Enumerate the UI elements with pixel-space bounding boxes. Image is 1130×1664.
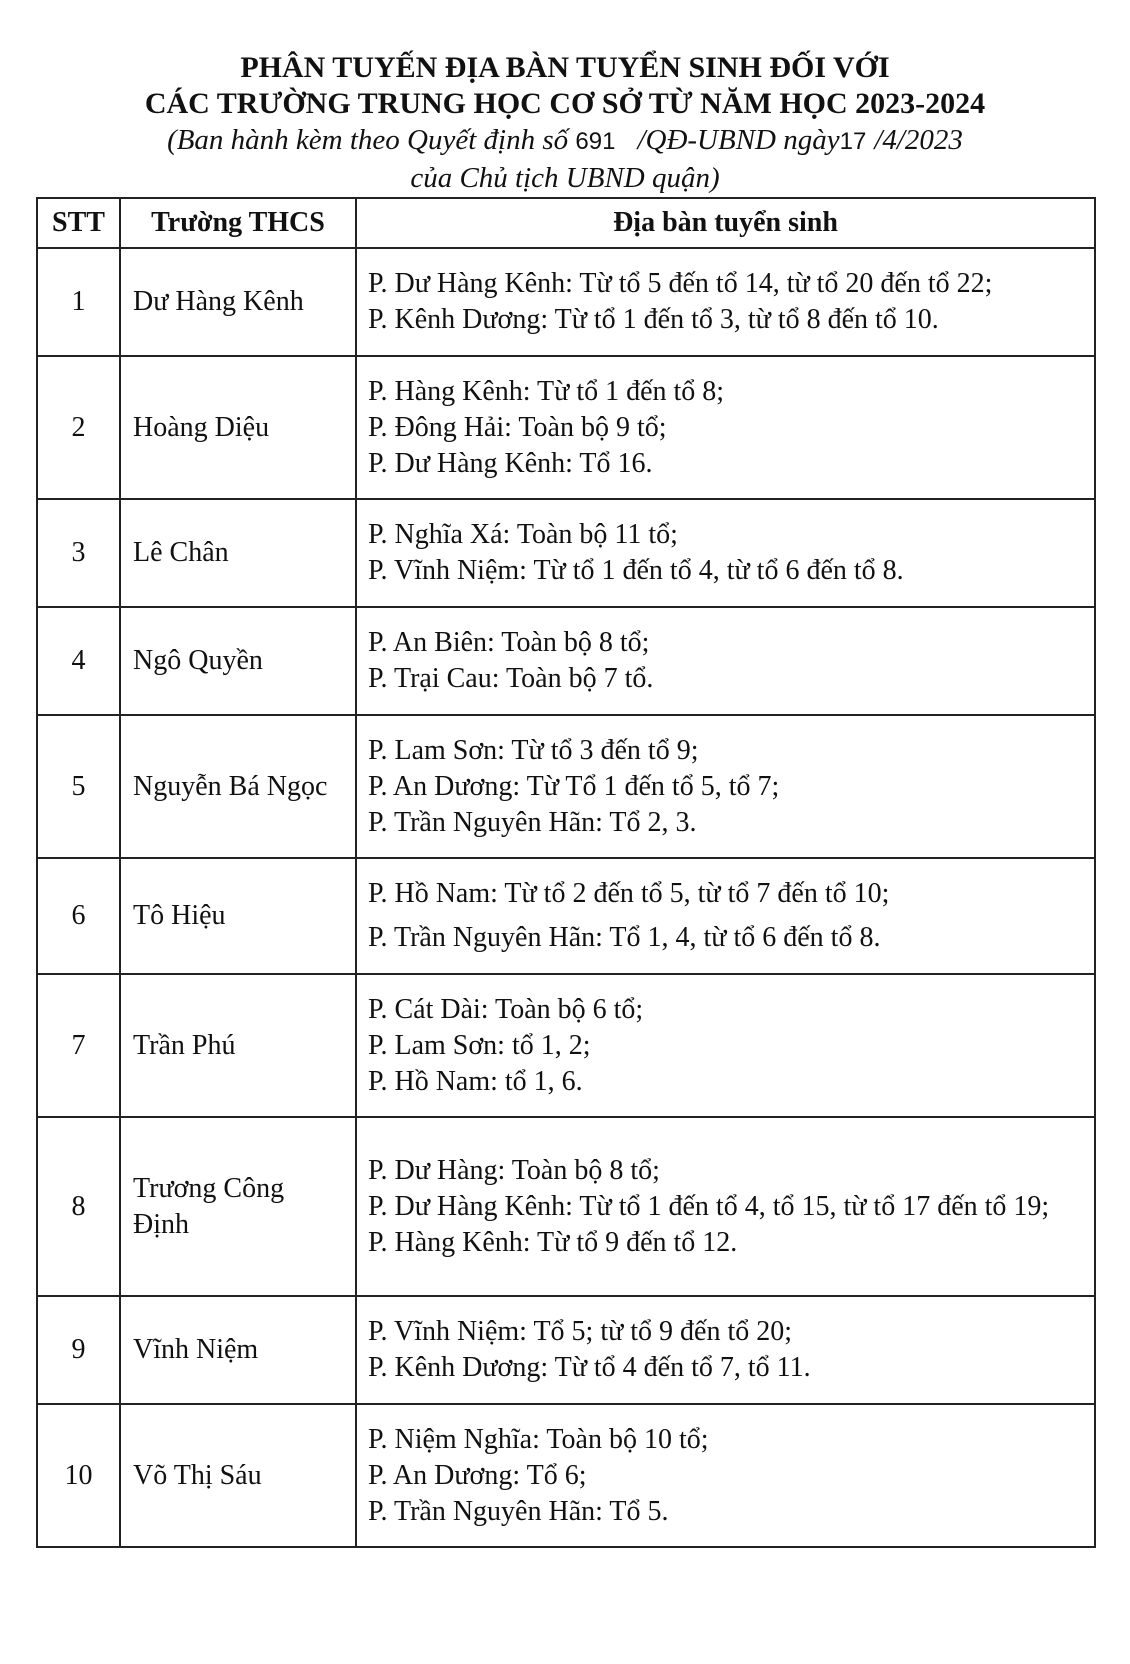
area-line: P. Trần Nguyên Hãn: Tổ 1, 4, từ tổ 6 đến tổ 8.: [368, 922, 881, 953]
row-stt: 6: [37, 858, 120, 974]
area-line: P. Trần Nguyên Hãn: Tổ 5.: [368, 1495, 669, 1527]
row-school: Vĩnh Niệm: [120, 1296, 356, 1404]
row-areas: [356, 1117, 1095, 1296]
area-line: P. An Biên: Toàn bộ 8 tổ;: [368, 627, 650, 658]
row-stt: 9: [37, 1296, 120, 1404]
area-line: P. Hồ Nam: tổ 1, 6.: [368, 1065, 583, 1097]
area-line: P. Đông Hải: Toàn bộ 9 tổ;: [368, 411, 667, 443]
column-header-stt: STT: [37, 198, 120, 248]
row-stt: 3: [37, 499, 120, 607]
area-line: P. Kênh Dương: Từ tổ 1 đến tổ 3, từ tổ 8 đến tổ 10.: [368, 304, 939, 335]
table-row: [37, 1404, 1095, 1547]
decision-date: /4/2023: [874, 124, 963, 156]
area-line: P. Hồ Nam: Từ tổ 2 đến tổ 5, từ tổ 7 đến tổ 10;: [368, 878, 890, 909]
row-areas: [356, 1404, 1095, 1547]
row-stt: 4: [37, 607, 120, 715]
table-row: [37, 1296, 1095, 1404]
decision-number: 691: [575, 128, 616, 155]
table-row: [37, 356, 1095, 499]
row-school: Tô Hiệu: [120, 858, 356, 974]
area-line: P. An Dương: Từ Tổ 1 đến tổ 5, tổ 7;: [368, 770, 780, 802]
area-line: P. An Dương: Tổ 6;: [368, 1459, 587, 1491]
row-areas: [356, 356, 1095, 499]
issuer-line: của Chủ tịch UBND quận): [410, 162, 720, 194]
area-line: P. Vĩnh Niệm: Tổ 5; từ tổ 9 đến tổ 20;: [368, 1316, 793, 1347]
row-school: Hoàng Diệu: [120, 356, 356, 499]
table-row: [37, 499, 1095, 607]
decision-line: [0, 122, 1130, 160]
row-areas: [356, 858, 1095, 974]
row-stt: 8: [37, 1117, 120, 1296]
row-areas: [356, 499, 1095, 607]
row-areas: [356, 248, 1095, 356]
row-school: Lê Chân: [120, 499, 356, 607]
table-row: [37, 715, 1095, 858]
row-school: Nguyễn Bá Ngọc: [120, 715, 356, 858]
area-line: P. Trần Nguyên Hãn: Tổ 2, 3.: [368, 806, 697, 838]
table-header-row: [37, 198, 1095, 248]
decision-mid: /QĐ-UBND ngày: [637, 124, 840, 156]
area-line: P. Dư Hàng: Toàn bộ 8 tổ;: [368, 1154, 660, 1186]
title-line-1: PHÂN TUYẾN ĐỊA BÀN TUYỂN SINH ĐỐI VỚI: [240, 51, 890, 84]
title-line-2: CÁC TRƯỜNG TRUNG HỌC CƠ SỞ TỪ NĂM HỌC 2023-2024: [144, 87, 986, 120]
row-stt: 5: [37, 715, 120, 858]
area-line: P. Hàng Kênh: Từ tổ 1 đến tổ 8;: [368, 375, 725, 407]
row-areas: [356, 974, 1095, 1117]
row-areas: [356, 607, 1095, 715]
area-line: P. Cát Dài: Toàn bộ 6 tổ;: [368, 993, 644, 1025]
row-areas: [356, 1296, 1095, 1404]
document-header: [0, 50, 1130, 196]
row-stt: 10: [37, 1404, 120, 1547]
area-line: P. Lam Sơn: tổ 1, 2;: [368, 1029, 591, 1061]
decision-prefix: (Ban hành kèm theo Quyết định số: [167, 124, 576, 156]
row-stt: 2: [37, 356, 120, 499]
enrollment-area-table: [36, 197, 1096, 1548]
row-stt: 1: [37, 248, 120, 356]
row-school: Trần Phú: [120, 974, 356, 1117]
row-school: Dư Hàng Kênh: [120, 248, 356, 356]
area-line: P. Dư Hàng Kênh: Tổ 16.: [368, 447, 653, 479]
area-line: P. Vĩnh Niệm: Từ tổ 1 đến tổ 4, từ tổ 6 đến tổ 8.: [368, 555, 904, 586]
area-line: P. Lam Sơn: Từ tổ 3 đến tổ 9;: [368, 734, 699, 766]
area-line: P. Hàng Kênh: Từ tổ 9 đến tổ 12.: [368, 1226, 738, 1258]
decision-day: 17: [839, 128, 867, 155]
area-line: P. Trại Cau: Toàn bộ 7 tổ.: [368, 663, 654, 694]
row-areas: [356, 715, 1095, 858]
row-school: Trương Công Định: [120, 1117, 356, 1296]
table-row: [37, 248, 1095, 356]
area-line: P. Kênh Dương: Từ tổ 4 đến tổ 7, tổ 11.: [368, 1352, 811, 1383]
area-line: P. Niệm Nghĩa: Toàn bộ 10 tổ;: [368, 1423, 709, 1455]
column-header-school: Trường THCS: [120, 198, 356, 248]
column-header-area: Địa bàn tuyển sinh: [356, 198, 1095, 248]
table-row: [37, 1117, 1095, 1296]
row-school: Ngô Quyền: [120, 607, 356, 715]
row-stt: 7: [37, 974, 120, 1117]
table-row: [37, 974, 1095, 1117]
row-school: Võ Thị Sáu: [120, 1404, 356, 1547]
area-line: P. Dư Hàng Kênh: Từ tổ 5 đến tổ 14, từ tổ 20 đến tổ 22;: [368, 268, 993, 299]
area-line: P. Dư Hàng Kênh: Từ tổ 1 đến tổ 4, tổ 15, từ tổ 17 đến tổ 19;: [368, 1190, 1050, 1222]
table-row: [37, 858, 1095, 974]
area-line: P. Nghĩa Xá: Toàn bộ 11 tổ;: [368, 519, 678, 550]
table-row: [37, 607, 1095, 715]
